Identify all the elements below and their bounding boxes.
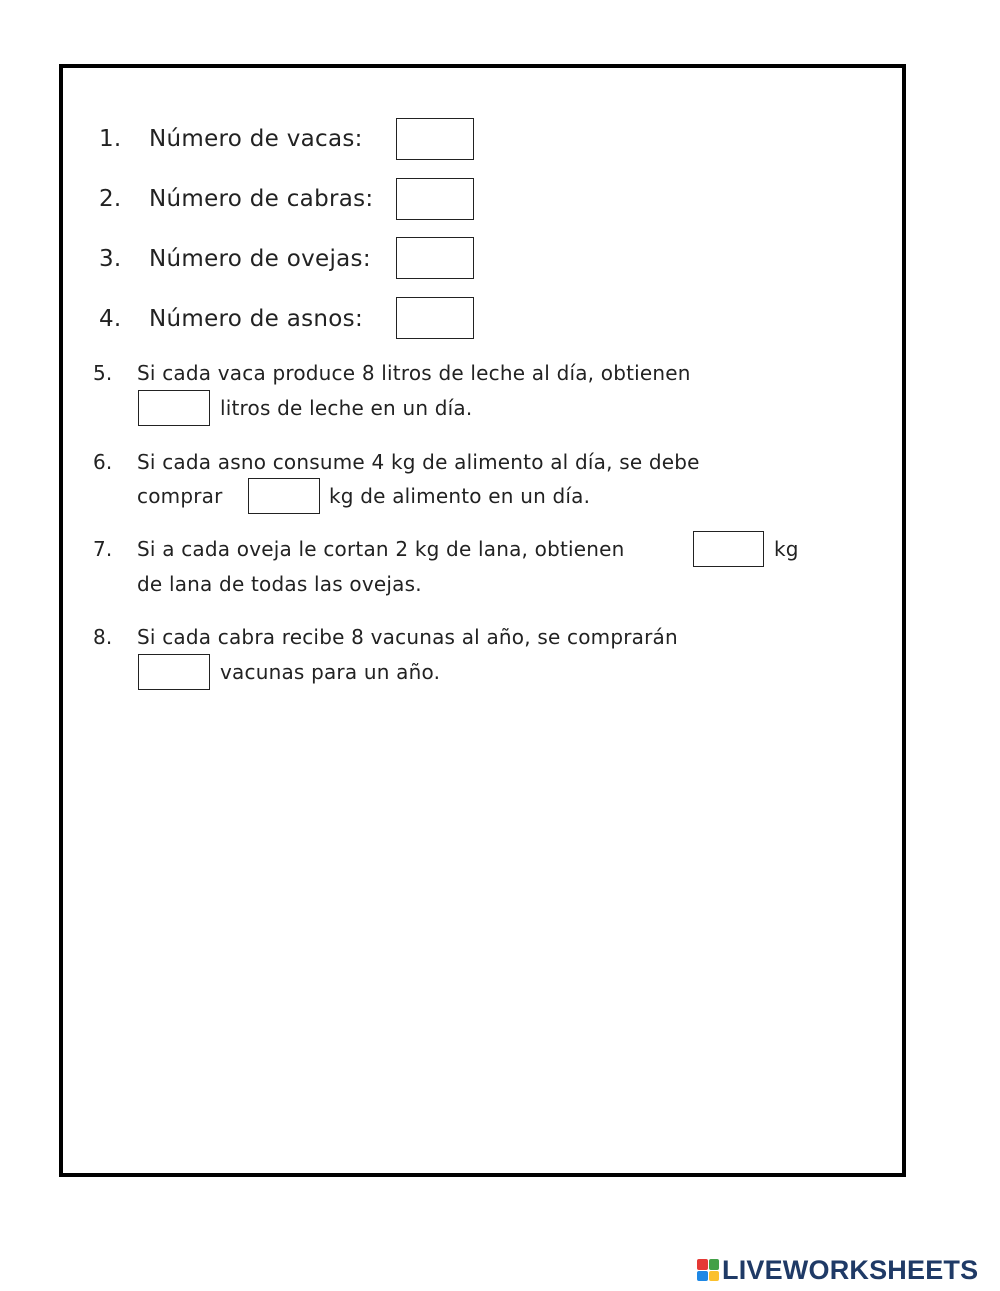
answer-box-cabras[interactable]	[396, 178, 474, 220]
question-number: 8.	[93, 625, 113, 649]
question-text: vacunas para un año.	[220, 660, 441, 684]
question-label: Número de vacas:	[149, 126, 363, 152]
question-number: 1.	[99, 126, 122, 152]
question-text: comprar	[137, 484, 223, 508]
logo-square	[709, 1271, 720, 1282]
question-number: 5.	[93, 361, 113, 385]
answer-box-lana[interactable]	[693, 531, 764, 567]
worksheet-frame	[59, 64, 906, 1177]
question-text: de lana de todas las ovejas.	[137, 572, 422, 596]
question-label: Número de cabras:	[149, 186, 374, 212]
question-text: kg	[774, 537, 799, 561]
question-text: Si cada vaca produce 8 litros de leche al día, obtienen	[137, 361, 691, 385]
logo-square	[709, 1259, 720, 1270]
question-number: 2.	[99, 186, 122, 212]
liveworksheets-logo[interactable]	[697, 1255, 978, 1285]
question-number: 6.	[93, 450, 113, 474]
question-text: kg de alimento en un día.	[329, 484, 591, 508]
question-text: Si cada asno consume 4 kg de alimento al día, se debe	[137, 450, 700, 474]
answer-box-litros[interactable]	[138, 390, 210, 426]
question-label: Número de ovejas:	[149, 246, 371, 272]
answer-box-asnos[interactable]	[396, 297, 474, 339]
answer-box-ovejas[interactable]	[396, 237, 474, 279]
answer-box-vacas[interactable]	[396, 118, 474, 160]
answer-box-alimento[interactable]	[248, 478, 320, 514]
answer-box-vacunas[interactable]	[138, 654, 210, 690]
question-text: litros de leche en un día.	[220, 396, 473, 420]
question-number: 4.	[99, 306, 122, 332]
logo-square	[697, 1271, 708, 1282]
logo-square	[697, 1259, 708, 1270]
question-number: 7.	[93, 537, 113, 561]
logo-text: LIVEWORKSHEETS	[722, 1254, 979, 1285]
question-text: Si cada cabra recibe 8 vacunas al año, se comprarán	[137, 625, 678, 649]
liveworksheets-logo-icon	[697, 1259, 719, 1281]
question-number: 3.	[99, 246, 122, 272]
question-text: Si a cada oveja le cortan 2 kg de lana, obtienen	[137, 537, 625, 561]
question-label: Número de asnos:	[149, 306, 363, 332]
